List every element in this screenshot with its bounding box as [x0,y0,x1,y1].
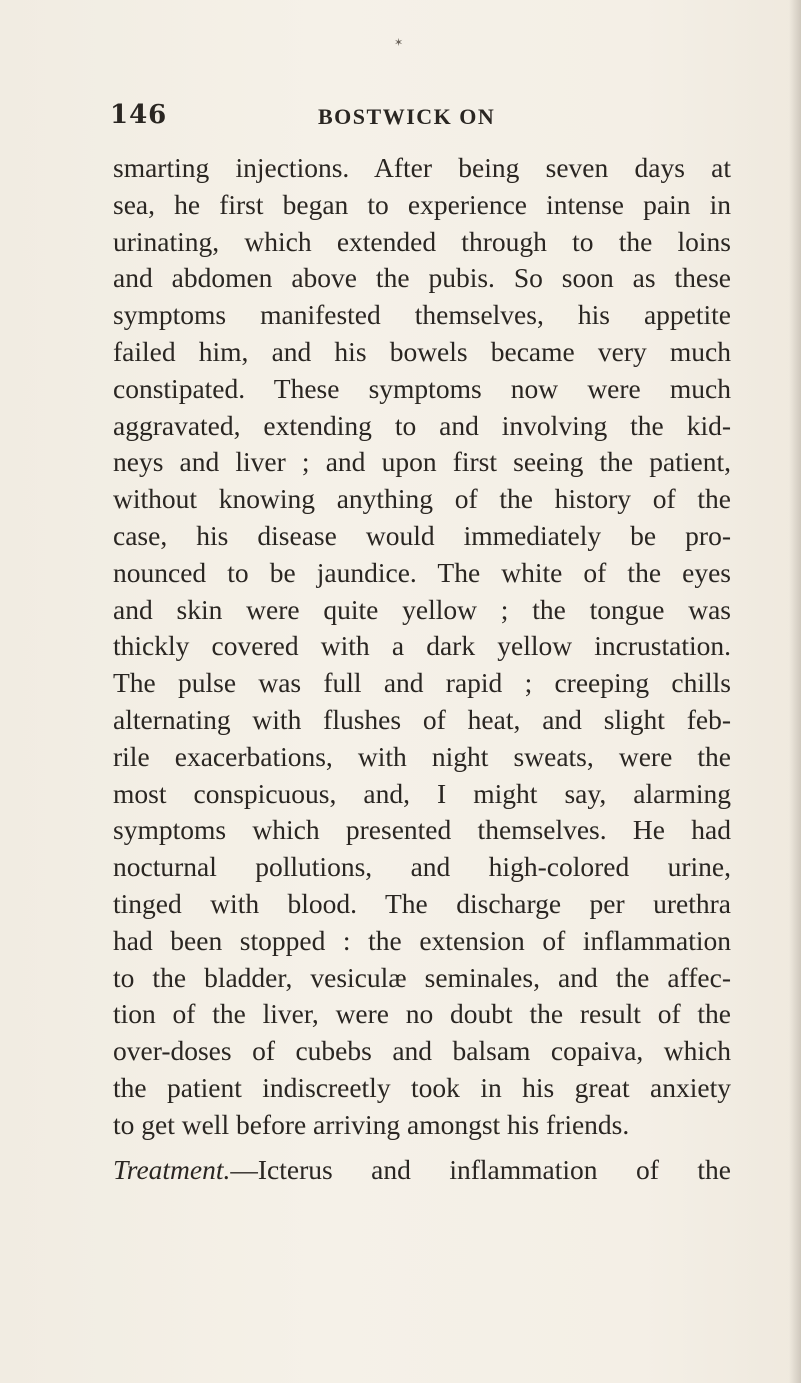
treatment-label: Treatment. [113,1154,231,1185]
running-head: BOSTWICK ON [318,104,496,129]
text-line: over-doses of cubebs and balsam copaiva, which [113,1035,731,1067]
text-line: tinged with blood. The discharge per urethra [113,887,731,919]
text-line: tion of the liver, were no doubt the result of the [113,998,731,1030]
text-line: had been stopped : the extension of inflammation [113,924,731,956]
text-line: case, his disease would immediately be pro- [113,519,731,551]
text-line: rile exacerbations, with night sweats, were the [113,740,731,772]
body-paragraph [113,150,731,1144]
text-line: the patient indiscreetly took in his great anxiety [113,1071,731,1103]
text-line: sea, he first began to experience intense pain in [113,188,731,220]
text-line: The pulse was full and rapid ; creeping chills [113,667,731,699]
text-line: symptoms manifested themselves, his appetite [113,299,731,331]
text-line: without knowing anything of the history of the [113,483,731,515]
text-line: nocturnal pollutions, and high-colored urine, [113,851,731,883]
text-line: and abdomen above the pubis. So soon as these [113,262,731,294]
page-number: 146 [110,100,168,130]
text-line: to the bladder, vesiculæ seminales, and the affec- [113,961,731,993]
text-line: symptoms which presented themselves. He had [113,814,731,846]
text-line: alternating with flushes of heat, and slight feb- [113,703,731,735]
treatment-text: —Icterus and inflammation of the [230,1154,731,1185]
text-line: smarting injections. After being seven days at [113,152,731,183]
page-header [110,100,730,140]
treatment-paragraph [113,1152,731,1189]
text-line: and skin were quite yellow ; the tongue was [113,593,731,625]
page-edge-shadow [789,0,801,1383]
text-line: neys and liver ; and upon first seeing the patient, [113,446,731,478]
print-mark: ✶ [394,36,404,49]
text-line: urinating, which extended through to the loins [113,225,731,257]
text-line: nounced to be jaundice. The white of the eyes [113,556,731,588]
text-line: failed him, and his bowels became very much [113,335,731,367]
text-line: most conspicuous, and, I might say, alarming [113,777,731,809]
text-line: constipated. These symptoms now were much [113,372,731,404]
text-line: to get well before arriving amongst his friends. [113,1108,630,1140]
text-line: aggravated, extending to and involving the kid- [113,409,731,441]
text-line: thickly covered with a dark yellow incrustation. [113,630,731,662]
